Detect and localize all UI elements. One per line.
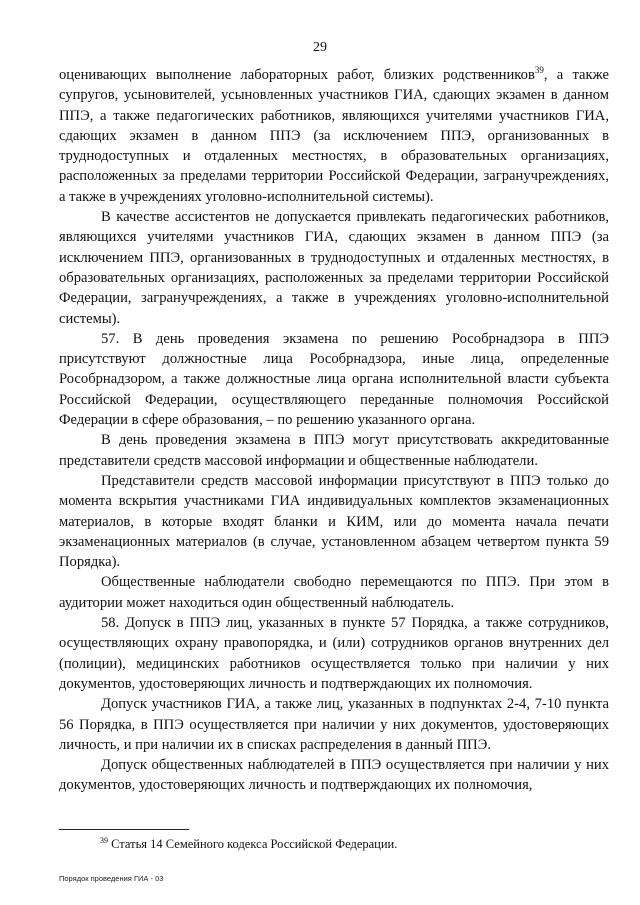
paragraph-continuation — [59, 65, 609, 207]
footer-label: Порядок проведения ГИА - 03 — [59, 874, 164, 883]
body-text — [59, 65, 609, 796]
paragraph-text: оценивающих выполнение лабораторных работ, близких родственников — [59, 67, 535, 83]
paragraph-participant-admission: Допуск участников ГИА, а также лиц, указанных в подпунктах 2-4, 7-10 пункта 56 Порядка, в ППЭ осуществляется при наличии у них документов, удостоверяющих личность, и при наличии их в списках распределения в данный ППЭ. — [59, 696, 609, 753]
paragraph-assistants: В качестве ассистентов не допускается привлекать педагогических работников, являющихся учителями участников ГИА, сдающих экзамен в данном ППЭ (за исключением ППЭ, организованных в труднодоступных и отдаленных местностях, в образовательных организациях, расположенных за пределами территории Российской Федерации, загранучреждениях, а также в учреждениях уголовно-исполнительной системы). — [59, 209, 609, 327]
paragraph-media-observers: В день проведения экзамена в ППЭ могут присутствовать аккредитованные представители средств массовой информации и общественные наблюдатели. — [59, 432, 609, 469]
page-number: 29 — [313, 40, 327, 55]
footnote-number: 39 — [100, 835, 108, 845]
paragraph-item-58: 58. Допуск в ППЭ лиц, указанных в пункте 57 Порядка, а также сотрудников, осуществляющих охрану правопорядка, и (или) сотрудников органов внутренних дел (полиции), медицинских работников осуществляется только при наличии у них документов, удостоверяющих личность и подтверждающих их полномочия. — [59, 615, 609, 692]
paragraph-public-observers: Общественные наблюдатели свободно перемещаются по ППЭ. При этом в аудитории может находиться один общественный наблюдатель. — [59, 574, 609, 611]
paragraph-text: , а также супругов, усыновителей, усыновленных участников ГИА, сдающих экзамен в данном ППЭ, а также педагогических работников, являющихся учителями участников ГИА, сдающих экзамен в данном ППЭ (за исключением ППЭ, организованных в труднодоступных и отдаленных местностях, в образовательных организациях, расположенных за пределами территории Российской Федерации, загранучреждениях, а также в учреждениях уголовно-исполнительной системы). — [59, 67, 609, 205]
paragraph-media-presence: Представители средств массовой информации присутствуют в ППЭ только до момента вскрытия участниками ГИА индивидуальных комплектов экзаменационных материалов, в которые входят бланки и КИМ, или до момента начала печати экзаменационных материалов (в случае, установленном абзацем четвертом пункта 59 Порядка). — [59, 472, 609, 571]
footnote-separator — [59, 829, 189, 830]
footnote-text: Статья 14 Семейного кодекса Российской Федерации. — [108, 837, 398, 851]
footnote — [100, 836, 600, 852]
paragraph-observer-admission: Допуск общественных наблюдателей в ППЭ осуществляется при наличии у них документов, удостоверяющих личность и подтверждающих их полномочия, — [59, 757, 609, 794]
paragraph-item-57: 57. В день проведения экзамена по решению Рособрнадзора в ППЭ присутствуют должностные лица Рособрнадзора, иные лица, определенные Рособрнадзором, а также должностные лица органа исполнительной власти субъекта Российской Федерации, осуществляющего переданные полномочия Российской Федерации в сфере образования, – по решению указанного органа. — [59, 330, 609, 429]
footnote-reference[interactable]: 39 — [534, 65, 544, 76]
